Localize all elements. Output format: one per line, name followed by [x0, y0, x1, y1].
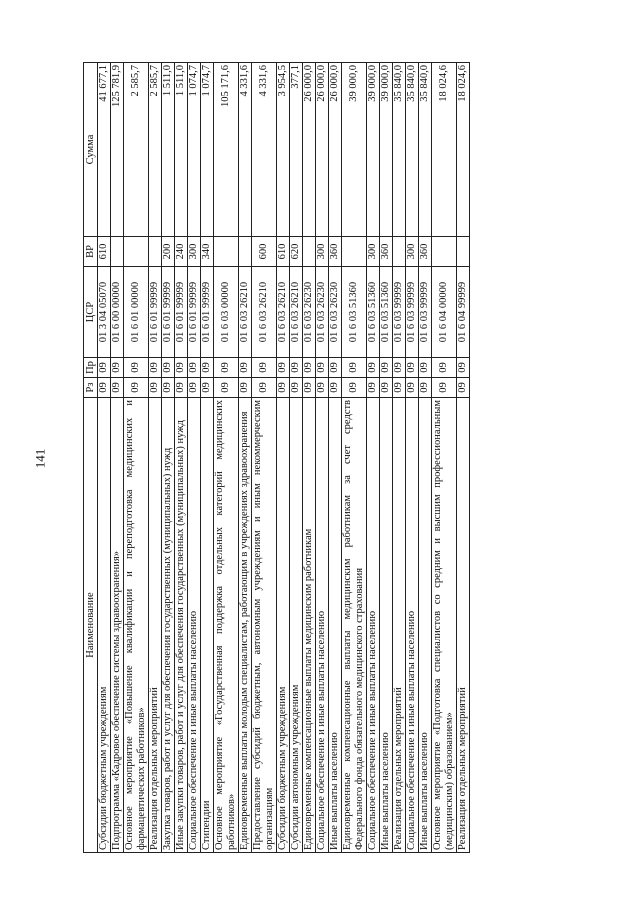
cell-csr: 01 6 03 51360 — [380, 267, 393, 358]
cell-pr: 09 — [201, 358, 214, 378]
cell-pr: 09 — [393, 358, 406, 378]
cell-rz: 09 — [162, 378, 175, 398]
table-body — [98, 63, 470, 853]
cell-sum: 26 000,0 — [329, 63, 342, 237]
cell-vr: 340 — [201, 237, 214, 267]
cell-rz: 09 — [188, 378, 201, 398]
cell-sum: 4 331,6 — [252, 63, 277, 237]
cell-sum: 1 511,0 — [175, 63, 188, 237]
cell-name: Иные выплаты населению — [419, 398, 432, 853]
table-row — [149, 63, 162, 853]
cell-csr: 01 6 00 00000 — [111, 267, 124, 358]
cell-pr: 09 — [98, 358, 111, 378]
cell-csr: 01 6 01 99999 — [188, 267, 201, 358]
cell-pr: 09 — [419, 358, 432, 378]
table-row — [316, 63, 329, 853]
table-row — [98, 63, 111, 853]
cell-pr: 09 — [124, 358, 149, 378]
table-row — [432, 63, 457, 853]
cell-csr: 01 6 04 00000 — [432, 267, 457, 358]
cell-sum: 1 511,0 — [162, 63, 175, 237]
cell-sum: 35 840,0 — [393, 63, 406, 237]
cell-rz: 09 — [201, 378, 214, 398]
cell-sum: 35 840,0 — [406, 63, 419, 237]
table-row — [277, 63, 290, 853]
cell-vr: 600 — [252, 237, 277, 267]
cell-csr: 01 6 01 99999 — [149, 267, 162, 358]
cell-rz: 09 — [457, 378, 470, 398]
table-row — [367, 63, 380, 853]
cell-rz: 09 — [303, 378, 316, 398]
cell-vr: 360 — [380, 237, 393, 267]
cell-vr — [303, 237, 316, 267]
table-row — [201, 63, 214, 853]
cell-rz: 09 — [277, 378, 290, 398]
cell-rz: 09 — [252, 378, 277, 398]
cell-vr: 240 — [175, 237, 188, 267]
cell-pr: 09 — [162, 358, 175, 378]
table-row — [124, 63, 149, 853]
cell-sum: 26 000,0 — [303, 63, 316, 237]
cell-vr — [393, 237, 406, 267]
cell-vr — [214, 237, 239, 267]
cell-vr: 300 — [406, 237, 419, 267]
cell-pr: 09 — [214, 358, 239, 378]
cell-sum: 26 000,0 — [316, 63, 329, 237]
cell-vr — [342, 237, 367, 267]
cell-name: Социальное обеспечение и иные выплаты населению — [406, 398, 419, 853]
cell-csr: 01 6 03 26230 — [329, 267, 342, 358]
cell-sum: 18 024,6 — [432, 63, 457, 237]
table-row — [175, 63, 188, 853]
cell-name: Единовременные выплаты молодым специалистам, работающим в учреждениях здравоохранения — [239, 398, 252, 853]
cell-vr: 300 — [367, 237, 380, 267]
cell-rz: 09 — [175, 378, 188, 398]
cell-pr: 09 — [149, 358, 162, 378]
cell-csr: 01 6 04 99999 — [457, 267, 470, 358]
cell-pr: 09 — [111, 358, 124, 378]
cell-name: Социальное обеспечение и иные выплаты населению — [367, 398, 380, 853]
cell-rz: 09 — [290, 378, 303, 398]
table-row — [342, 63, 367, 853]
cell-sum: 105 171,6 — [214, 63, 239, 237]
cell-rz: 09 — [214, 378, 239, 398]
cell-rz: 09 — [367, 378, 380, 398]
header-rz: Рз — [84, 378, 98, 398]
table-row — [252, 63, 277, 853]
page-number: 141 — [32, 448, 48, 469]
cell-csr: 01 6 03 51360 — [342, 267, 367, 358]
table-row — [393, 63, 406, 853]
cell-pr: 09 — [316, 358, 329, 378]
header-pr: Пр — [84, 358, 98, 378]
cell-name: Иные закупки товаров, работ и услуг для обеспечения государственных (муниципальных) нужд — [175, 398, 188, 853]
cell-sum: 1 074,7 — [201, 63, 214, 237]
cell-csr: 01 6 03 26230 — [316, 267, 329, 358]
cell-csr: 01 6 03 26210 — [239, 267, 252, 358]
cell-vr: 620 — [290, 237, 303, 267]
cell-vr — [149, 237, 162, 267]
table-row — [162, 63, 175, 853]
table-row — [214, 63, 239, 853]
cell-pr: 09 — [239, 358, 252, 378]
cell-sum: 39 000,0 — [342, 63, 367, 237]
table-row — [239, 63, 252, 853]
cell-pr: 09 — [277, 358, 290, 378]
cell-csr: 01 6 03 00000 — [214, 267, 239, 358]
cell-name: Социальное обеспечение и иные выплаты населению — [188, 398, 201, 853]
cell-rz: 09 — [329, 378, 342, 398]
cell-vr: 610 — [98, 237, 111, 267]
cell-pr: 09 — [290, 358, 303, 378]
table-header-row — [84, 63, 98, 853]
cell-sum: 1 074,7 — [188, 63, 201, 237]
cell-sum: 39 000,0 — [380, 63, 393, 237]
cell-rz: 09 — [406, 378, 419, 398]
cell-sum: 2 585,7 — [149, 63, 162, 237]
table-row — [188, 63, 201, 853]
cell-rz: 09 — [342, 378, 367, 398]
table-row — [329, 63, 342, 853]
cell-vr: 200 — [162, 237, 175, 267]
cell-sum: 2 585,7 — [124, 63, 149, 237]
cell-name: Стипендии — [201, 398, 214, 853]
cell-pr: 09 — [432, 358, 457, 378]
cell-name: Единовременные компенсационные выплаты медицинским работникам — [303, 398, 316, 853]
cell-vr: 610 — [277, 237, 290, 267]
cell-sum: 18 024,6 — [457, 63, 470, 237]
cell-sum: 39 000,0 — [367, 63, 380, 237]
cell-pr: 09 — [406, 358, 419, 378]
cell-pr: 09 — [367, 358, 380, 378]
cell-vr — [239, 237, 252, 267]
cell-name: Реализация отдельных мероприятий — [393, 398, 406, 853]
cell-name: Основное мероприятие «Подготовка специалистов со средним и высшим профессиональным (медицинским) образованием» — [432, 398, 457, 853]
cell-csr: 01 6 03 26210 — [252, 267, 277, 358]
cell-name: Реализация отдельных мероприятий — [457, 398, 470, 853]
cell-rz: 09 — [393, 378, 406, 398]
cell-csr: 01 6 03 26210 — [277, 267, 290, 358]
cell-rz: 09 — [98, 378, 111, 398]
table-row — [406, 63, 419, 853]
cell-csr: 01 6 01 99999 — [201, 267, 214, 358]
table-row — [111, 63, 124, 853]
header-sum: Сумма — [84, 63, 98, 237]
cell-name: Иные выплаты населению — [329, 398, 342, 853]
cell-sum: 41 677,1 — [98, 63, 111, 237]
cell-rz: 09 — [111, 378, 124, 398]
cell-rz: 09 — [239, 378, 252, 398]
cell-csr: 01 6 01 00000 — [124, 267, 149, 358]
cell-name: Единовременные компенсационные выплаты медицинским работникам за счет средств Федерального фонда обязательного медицинского страхования — [342, 398, 367, 853]
cell-pr: 09 — [175, 358, 188, 378]
table-row — [457, 63, 470, 853]
cell-csr: 01 6 03 99999 — [393, 267, 406, 358]
cell-vr: 300 — [188, 237, 201, 267]
cell-name: Предоставление субсидий бюджетным, автономным учреждениям и иным некоммерческим организациям — [252, 398, 277, 853]
cell-rz: 09 — [380, 378, 393, 398]
table-row — [303, 63, 316, 853]
header-name: Наименование — [84, 398, 98, 853]
cell-pr: 09 — [188, 358, 201, 378]
cell-name: Основное мероприятие «Повышение квалификации и переподготовка медицинских и фармацевтических работников» — [124, 398, 149, 853]
cell-csr: 01 6 03 26230 — [303, 267, 316, 358]
cell-csr: 01 6 03 99999 — [406, 267, 419, 358]
header-csr: ЦСР — [84, 267, 98, 358]
cell-rz: 09 — [419, 378, 432, 398]
cell-name: Субсидии автономным учреждениям — [290, 398, 303, 853]
cell-name: Социальное обеспечение и иные выплаты населению — [316, 398, 329, 853]
cell-pr: 09 — [457, 358, 470, 378]
cell-vr: 360 — [329, 237, 342, 267]
cell-name: Субсидии бюджетным учреждениям — [277, 398, 290, 853]
table-row — [419, 63, 432, 853]
cell-rz: 09 — [432, 378, 457, 398]
cell-name: Закупка товаров, работ и услуг для обеспечения государственных (муниципальных) нужд — [162, 398, 175, 853]
cell-pr: 09 — [329, 358, 342, 378]
cell-rz: 09 — [149, 378, 162, 398]
cell-vr — [457, 237, 470, 267]
cell-vr: 360 — [419, 237, 432, 267]
cell-pr: 09 — [342, 358, 367, 378]
header-vr: ВР — [84, 237, 98, 267]
cell-pr: 09 — [380, 358, 393, 378]
budget-table — [83, 62, 470, 853]
cell-csr: 01 3 04 05070 — [98, 267, 111, 358]
cell-name: Реализация отдельных мероприятий — [149, 398, 162, 853]
cell-csr: 01 6 01 99999 — [175, 267, 188, 358]
cell-name: Субсидии бюджетным учреждениям — [98, 398, 111, 853]
cell-rz: 09 — [124, 378, 149, 398]
cell-sum: 3 954,5 — [277, 63, 290, 237]
cell-name: Основное мероприятие «Государственная поддержка отдельных категорий медицинских работников» — [214, 398, 239, 853]
cell-name: Подпрограмма «Кадровое обеспечение системы здравоохранения» — [111, 398, 124, 853]
cell-pr: 09 — [252, 358, 277, 378]
cell-vr — [124, 237, 149, 267]
cell-csr: 01 6 03 26210 — [290, 267, 303, 358]
cell-csr: 01 6 03 51360 — [367, 267, 380, 358]
cell-pr: 09 — [303, 358, 316, 378]
cell-sum: 125 781,9 — [111, 63, 124, 237]
cell-csr: 01 6 03 99999 — [419, 267, 432, 358]
cell-vr — [111, 237, 124, 267]
table-row — [290, 63, 303, 853]
cell-name: Иные выплаты населению — [380, 398, 393, 853]
cell-vr — [432, 237, 457, 267]
cell-sum: 35 840,0 — [419, 63, 432, 237]
cell-csr: 01 6 01 99999 — [162, 267, 175, 358]
cell-rz: 09 — [316, 378, 329, 398]
cell-vr: 300 — [316, 237, 329, 267]
budget-table-container — [83, 63, 561, 853]
table-row — [380, 63, 393, 853]
cell-sum: 377,1 — [290, 63, 303, 237]
cell-sum: 4 331,6 — [239, 63, 252, 237]
